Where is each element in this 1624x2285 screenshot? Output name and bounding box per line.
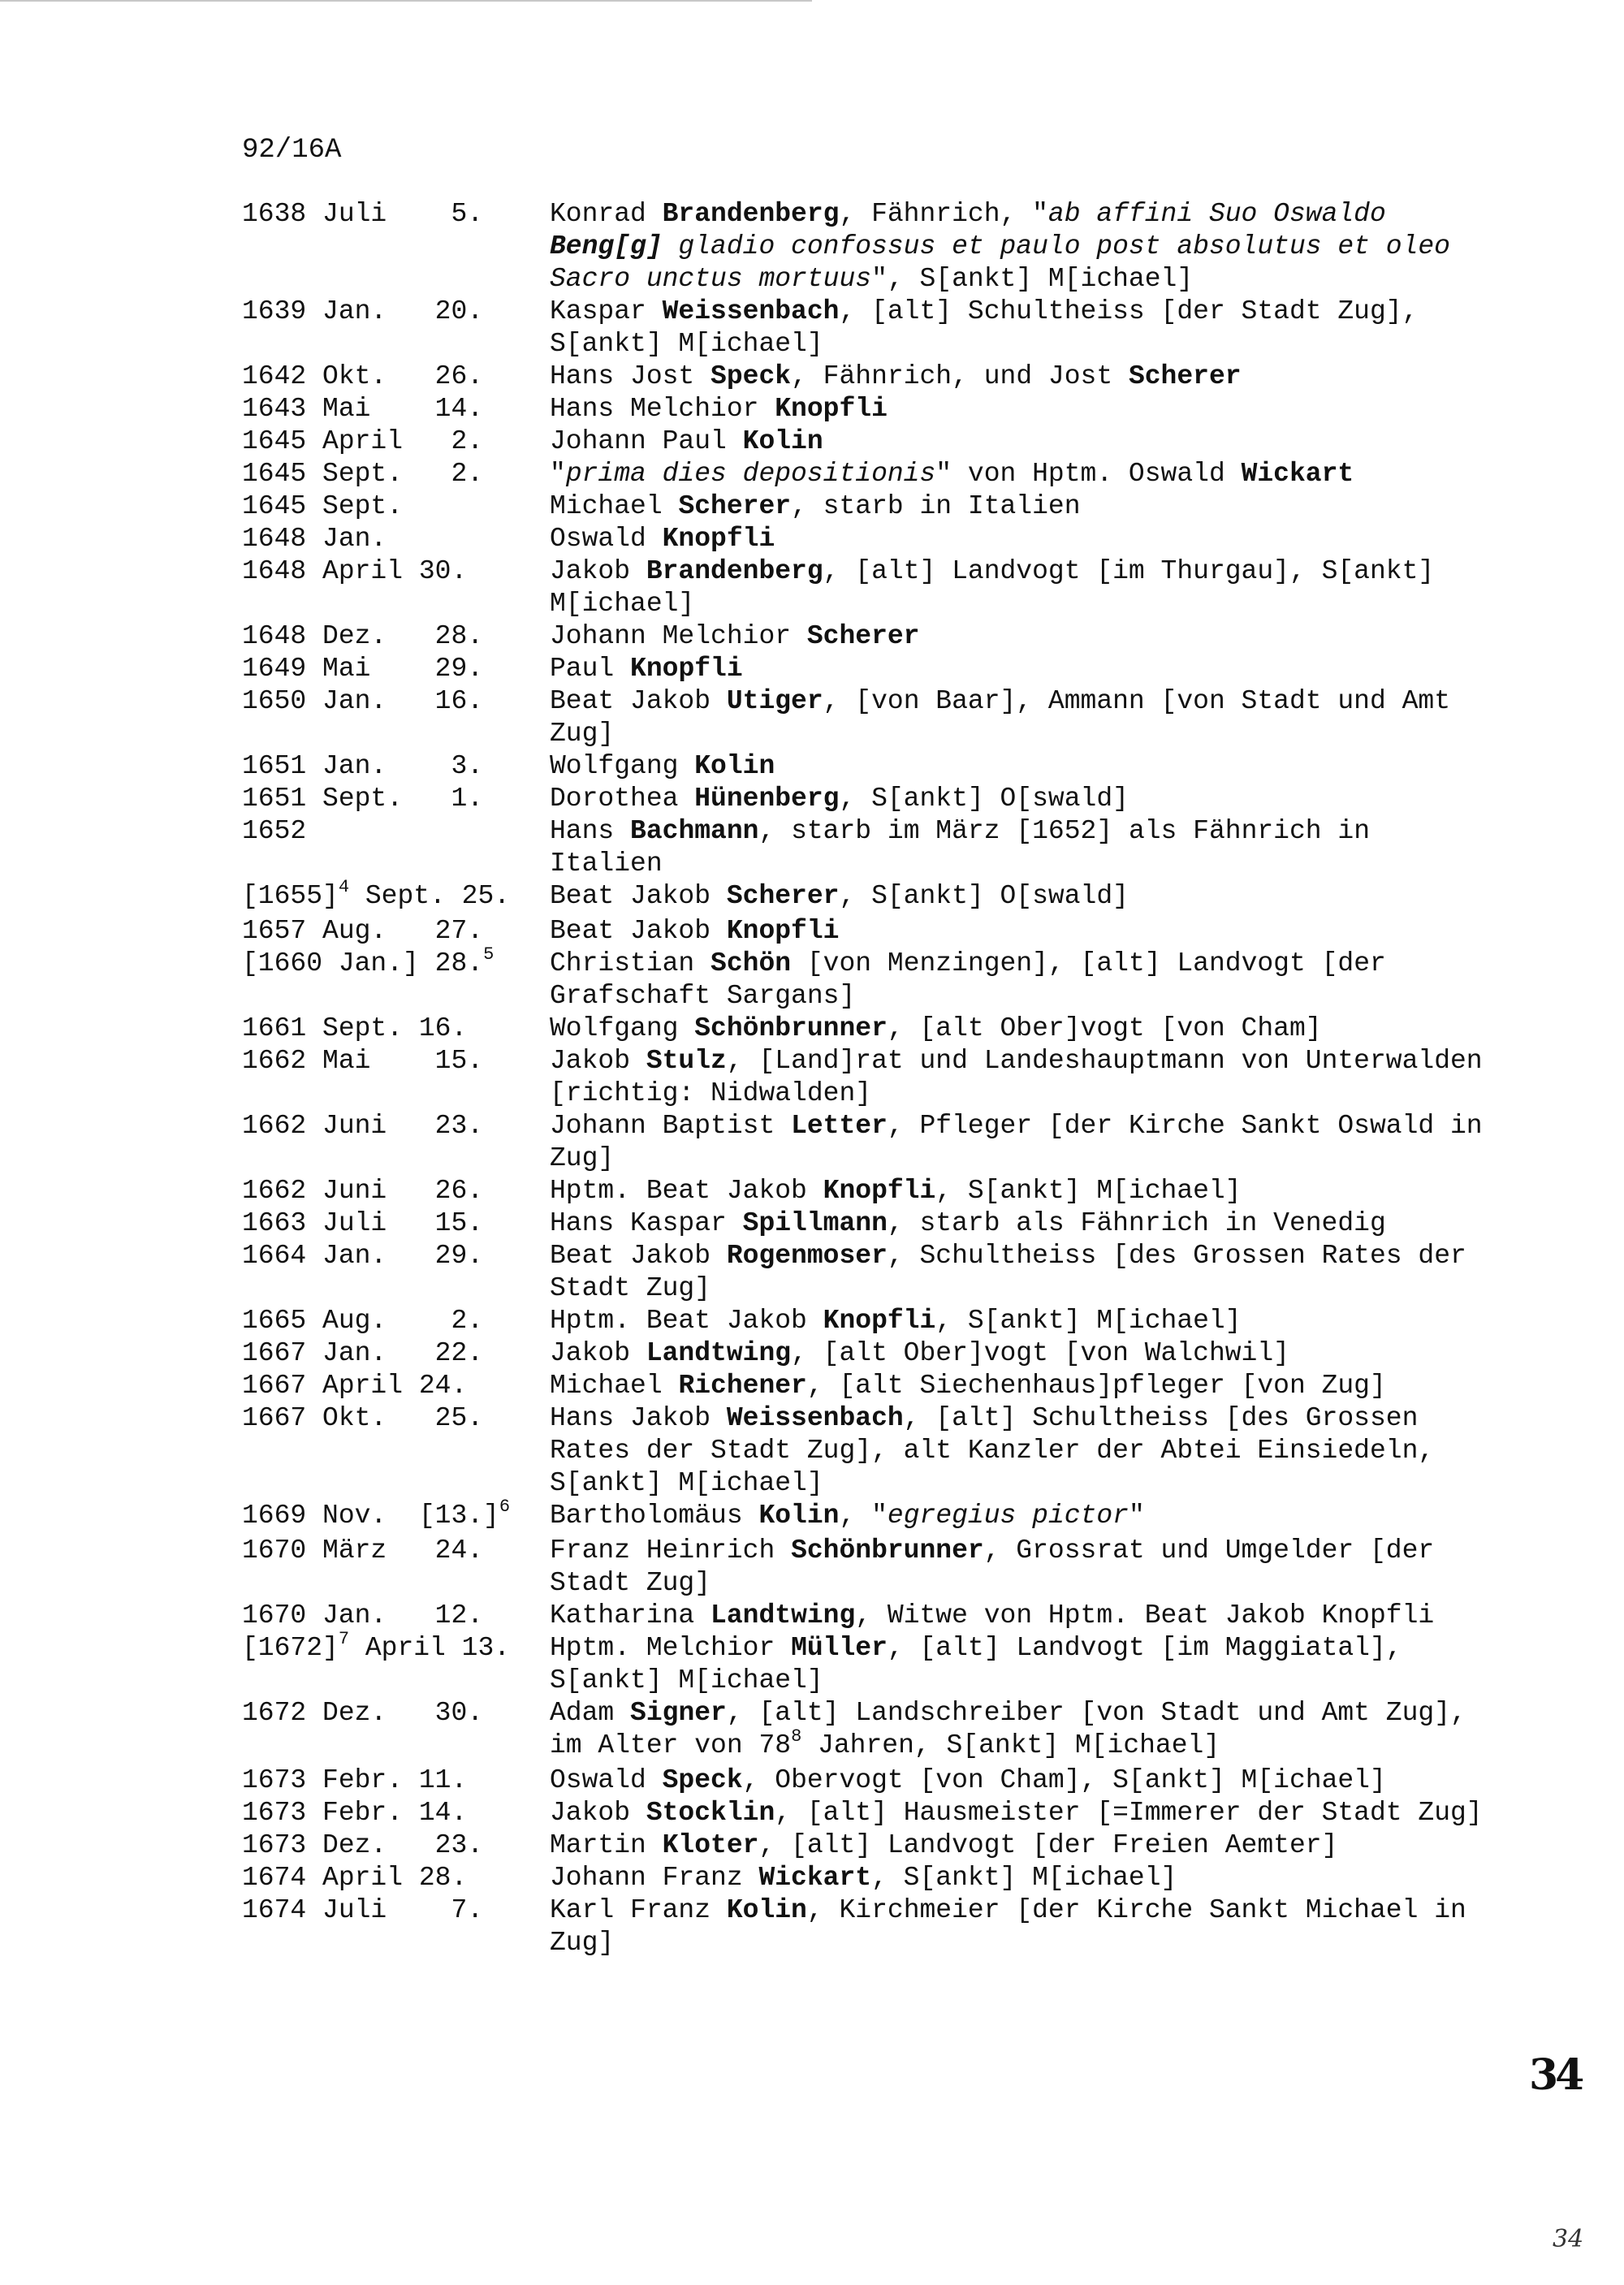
entry-text-part: Hans Jakob bbox=[550, 1403, 727, 1433]
entry-date-text: [1660 Jan.] 28. bbox=[242, 948, 484, 978]
entry-text bbox=[550, 1500, 1484, 1535]
person-surname: Kolin bbox=[726, 1895, 807, 1925]
entry-text-part: Wolfgang bbox=[550, 1013, 695, 1043]
footnote-marker: 6 bbox=[499, 1497, 511, 1517]
person-surname: Bachmann bbox=[630, 816, 759, 846]
entry-date bbox=[242, 1629, 550, 1697]
entry-text-part: Michael bbox=[550, 1371, 679, 1401]
entry-row bbox=[242, 915, 1484, 948]
entry-text-part: , [alt] Schultheiss [des Grossen Rates der Stadt Zug], alt Kanzler der Abtei Einsiedeln, S[ankt] M[ichael] bbox=[550, 1403, 1435, 1498]
entry-row bbox=[242, 555, 1484, 620]
entry-text-part: Beat Jakob bbox=[550, 916, 727, 946]
entry-date-text: 1650 Jan. 16. bbox=[242, 686, 484, 716]
entry-text-part: Hans Jost bbox=[550, 361, 711, 391]
entry-date bbox=[242, 458, 550, 490]
entry-text-part: , S[ankt] M[ichael] bbox=[935, 1176, 1242, 1206]
entry-row bbox=[242, 198, 1484, 296]
entry-date-text: 1673 Dez. 23. bbox=[242, 1830, 484, 1860]
entry-text bbox=[550, 1305, 1484, 1337]
entry-date-text: 1669 Nov. [13.] bbox=[242, 1501, 499, 1531]
entry-text-part: , Schultheiss [des Grossen Rates der Stadt Zug] bbox=[550, 1241, 1466, 1303]
entry-text bbox=[550, 393, 1484, 425]
entry-text bbox=[550, 1862, 1484, 1894]
entry-date bbox=[242, 750, 550, 783]
entry-text-part: , S[ankt] M[ichael] bbox=[935, 1306, 1242, 1336]
entry-date-text: 1638 Juli 5. bbox=[242, 199, 484, 229]
person-surname: Scherer bbox=[726, 881, 840, 911]
entry-text-part: , Witwe von Hptm. Beat Jakob Knopfli bbox=[855, 1600, 1435, 1631]
entry-row bbox=[242, 1829, 1484, 1862]
entry-row bbox=[242, 1797, 1484, 1829]
entry-date-text: 1648 Jan. bbox=[242, 524, 387, 554]
person-surname: Landtwing bbox=[646, 1338, 792, 1368]
entry-text bbox=[550, 523, 1484, 555]
entry-text bbox=[550, 1600, 1484, 1632]
entry-row bbox=[242, 877, 1484, 915]
entry-row bbox=[242, 296, 1484, 361]
person-surname: Scherer bbox=[678, 491, 792, 521]
entry-date-text: 1657 Aug. 27. bbox=[242, 916, 484, 946]
entry-text-part: Bartholomäus bbox=[550, 1501, 759, 1531]
entry-row bbox=[242, 1894, 1484, 1959]
person-surname: Landtwing bbox=[710, 1600, 856, 1631]
entry-date-text: 1664 Jan. 29. bbox=[242, 1241, 484, 1271]
entry-date-text: 1645 Sept. bbox=[242, 491, 404, 521]
person-surname: Speck bbox=[662, 1765, 743, 1795]
entry-text bbox=[550, 815, 1484, 880]
entry-date bbox=[242, 1175, 550, 1207]
top-edge-line bbox=[0, 0, 812, 2]
entry-text bbox=[550, 1045, 1484, 1110]
entry-text-part: , Fähnrich, und Jost bbox=[791, 361, 1129, 391]
person-surname: Kolin bbox=[742, 426, 823, 456]
person-surname: Knopfli bbox=[726, 916, 840, 946]
person-surname: Utiger bbox=[726, 686, 823, 716]
entry-text bbox=[550, 490, 1484, 523]
entry-text-part: Oswald bbox=[550, 524, 663, 554]
entry-text-part: ab affini Suo Oswaldo bbox=[1047, 199, 1386, 229]
entry-text-part: Beat Jakob bbox=[550, 1241, 727, 1271]
entry-text-part: Kaspar bbox=[550, 296, 663, 326]
person-surname: Müller bbox=[791, 1633, 888, 1663]
entry-date-text: 1663 Juli 15. bbox=[242, 1208, 484, 1238]
entry-text bbox=[550, 555, 1484, 620]
entry-text bbox=[550, 685, 1484, 750]
person-surname: Knopfli bbox=[823, 1306, 936, 1336]
entry-text bbox=[550, 425, 1484, 458]
entry-date bbox=[242, 877, 550, 915]
entry-text-part: Hptm. Melchior bbox=[550, 1633, 792, 1663]
entry-date-text: 1648 Dez. 28. bbox=[242, 621, 484, 651]
entry-row bbox=[242, 685, 1484, 750]
entry-row bbox=[242, 523, 1484, 555]
entry-date bbox=[242, 1600, 550, 1632]
entry-text bbox=[550, 1110, 1484, 1175]
entry-text-part: , " bbox=[839, 1501, 888, 1531]
entry-text-part: Martin bbox=[550, 1830, 663, 1860]
entry-text bbox=[550, 198, 1484, 296]
entry-row bbox=[242, 1697, 1484, 1765]
entry-text-part: Paul bbox=[550, 654, 631, 684]
entry-text-part: Beat Jakob bbox=[550, 686, 727, 716]
entry-date bbox=[242, 1765, 550, 1797]
entry-text bbox=[550, 1240, 1484, 1305]
entry-date bbox=[242, 1894, 550, 1959]
folio-handwritten: 34 bbox=[1553, 2225, 1584, 2253]
person-surname: Spillmann bbox=[742, 1208, 888, 1238]
entry-date-rest: April 13. bbox=[349, 1633, 511, 1663]
entry-date-text: 1667 Jan. 22. bbox=[242, 1338, 484, 1368]
person-surname: Richener bbox=[678, 1371, 807, 1401]
person-surname: Letter bbox=[791, 1111, 888, 1141]
entry-date bbox=[242, 1337, 550, 1370]
entry-text-part: Hptm. Beat Jakob bbox=[550, 1176, 823, 1206]
entry-row bbox=[242, 1370, 1484, 1402]
entry-date-text: 1665 Aug. 2. bbox=[242, 1306, 484, 1336]
entry-row bbox=[242, 815, 1484, 880]
entry-row bbox=[242, 425, 1484, 458]
entry-text-part: Karl Franz bbox=[550, 1895, 727, 1925]
entry-text-part: Jakob bbox=[550, 1798, 646, 1828]
entry-date bbox=[242, 1697, 550, 1765]
person-surname: Beng[g] bbox=[550, 231, 663, 261]
entry-text-part: , [Land]rat und Landeshauptmann von Unterwalden [richtig: Nidwalden] bbox=[550, 1046, 1483, 1108]
entry-text-part: Johann Franz bbox=[550, 1863, 759, 1893]
entry-date bbox=[242, 1862, 550, 1894]
entry-row bbox=[242, 490, 1484, 523]
document-reference: 92/16A bbox=[242, 135, 342, 166]
entry-text bbox=[550, 1175, 1484, 1207]
entry-text-part: , [alt Siechenhaus]pfleger [von Zug] bbox=[806, 1371, 1386, 1401]
entry-text-part: prima dies depositionis bbox=[565, 459, 936, 489]
entry-text bbox=[550, 458, 1484, 490]
entry-date bbox=[242, 653, 550, 685]
entry-text-part: , [alt Ober]vogt [von Cham] bbox=[887, 1013, 1322, 1043]
entry-text-part: Michael bbox=[550, 491, 679, 521]
entry-text-part: Johann Paul bbox=[550, 426, 743, 456]
person-surname: Wickart bbox=[758, 1863, 872, 1893]
entry-text-part: Konrad bbox=[550, 199, 663, 229]
person-surname: Signer bbox=[630, 1698, 727, 1728]
entry-row bbox=[242, 1402, 1484, 1500]
entry-text-part: Hans bbox=[550, 816, 631, 846]
entry-text-part: Katharina bbox=[550, 1600, 711, 1631]
entry-date bbox=[242, 1110, 550, 1175]
entry-date bbox=[242, 1797, 550, 1829]
entry-date-rest: Sept. 25. bbox=[349, 881, 511, 911]
entry-text bbox=[550, 1535, 1484, 1600]
entry-row bbox=[242, 944, 1484, 1013]
entry-text-part: gladio confossus et paulo post absolutus et oleo Sacro unctus mortuus bbox=[550, 231, 1450, 294]
entry-date-text: 1673 Febr. 11. bbox=[242, 1765, 468, 1795]
person-surname: Scherer bbox=[806, 621, 920, 651]
entry-text bbox=[550, 361, 1484, 393]
entry-text-part: Adam bbox=[550, 1698, 631, 1728]
entry-row bbox=[242, 1207, 1484, 1240]
entry-date-text: 1662 Juni 23. bbox=[242, 1111, 484, 1141]
entry-text bbox=[550, 1013, 1484, 1045]
person-surname: Schön bbox=[710, 948, 792, 978]
entry-text-part: Hans Kaspar bbox=[550, 1208, 743, 1238]
footnote-marker: 5 bbox=[483, 944, 495, 965]
entry-text-part: " von Hptm. Oswald bbox=[935, 459, 1242, 489]
entry-date bbox=[242, 523, 550, 555]
entry-text-part: " bbox=[550, 459, 566, 489]
entry-text bbox=[550, 948, 1484, 1013]
footnote-marker: 7 bbox=[338, 1629, 350, 1649]
entry-date-text: [1655] bbox=[242, 881, 339, 911]
entry-date bbox=[242, 198, 550, 296]
entry-text-part: Dorothea bbox=[550, 784, 695, 814]
entry-date bbox=[242, 1497, 550, 1535]
entry-row bbox=[242, 750, 1484, 783]
entry-text-part: Beat Jakob bbox=[550, 881, 727, 911]
entry-text-part: , [von Baar], Ammann [von Stadt und Amt Zug] bbox=[550, 686, 1450, 749]
entry-text-part: , starb als Fähnrich in Venedig bbox=[887, 1208, 1386, 1238]
entry-date bbox=[242, 490, 550, 523]
person-surname: Kolin bbox=[758, 1501, 840, 1531]
entry-date-text: 1670 März 24. bbox=[242, 1536, 484, 1566]
entry-date bbox=[242, 296, 550, 361]
entry-date-text: 1643 Mai 14. bbox=[242, 394, 484, 424]
entry-date-text: 1670 Jan. 12. bbox=[242, 1600, 484, 1631]
entry-row bbox=[242, 1045, 1484, 1110]
entry-text-part: , starb im März [1652] als Fähnrich in Italien bbox=[550, 816, 1370, 879]
entry-row bbox=[242, 1600, 1484, 1632]
entry-text-part: Jakob bbox=[550, 1338, 646, 1368]
entry-date bbox=[242, 944, 550, 1013]
entry-date-text: 1645 Sept. 2. bbox=[242, 459, 484, 489]
entry-text-part: , [alt] Schultheiss [der Stadt Zug], S[ankt] M[ichael] bbox=[550, 296, 1419, 359]
person-surname: Schönbrunner bbox=[791, 1536, 984, 1566]
entry-date bbox=[242, 620, 550, 653]
entry-row bbox=[242, 1013, 1484, 1045]
entry-text-part: , starb in Italien bbox=[791, 491, 1081, 521]
entry-date-text: 1667 Okt. 25. bbox=[242, 1403, 484, 1433]
entry-text bbox=[550, 1697, 1484, 1765]
entry-text-part: , Fähnrich, " bbox=[839, 199, 1048, 229]
entry-date bbox=[242, 1240, 550, 1305]
entry-text-part: , [alt] Landvogt [der Freien Aemter] bbox=[758, 1830, 1338, 1860]
entry-text bbox=[550, 1765, 1484, 1797]
entry-date-text: 1651 Sept. 1. bbox=[242, 784, 484, 814]
entry-text-part: Jahren, S[ankt] M[ichael] bbox=[801, 1730, 1220, 1760]
person-surname: Weissenbach bbox=[726, 1403, 904, 1433]
entry-row bbox=[242, 1765, 1484, 1797]
footnote-marker: 4 bbox=[338, 877, 350, 897]
entry-row bbox=[242, 1535, 1484, 1600]
entry-date-text: 1662 Juni 26. bbox=[242, 1176, 484, 1206]
person-surname: Schönbrunner bbox=[694, 1013, 888, 1043]
person-surname: Stocklin bbox=[646, 1798, 775, 1828]
person-surname: Stulz bbox=[646, 1046, 727, 1076]
entry-row bbox=[242, 1862, 1484, 1894]
entry-date bbox=[242, 1013, 550, 1045]
entry-date bbox=[242, 1305, 550, 1337]
entry-text-part: Christian bbox=[550, 948, 711, 978]
entry-date-text: 1673 Febr. 14. bbox=[242, 1798, 468, 1828]
person-surname: Scherer bbox=[1128, 361, 1242, 391]
entry-date-text: 1642 Okt. 26. bbox=[242, 361, 484, 391]
entry-text-part: , S[ankt] M[ichael] bbox=[871, 1863, 1177, 1893]
person-surname: Knopfli bbox=[662, 524, 775, 554]
entry-date-text: 1672 Dez. 30. bbox=[242, 1698, 484, 1728]
entry-text-part: " bbox=[1128, 1501, 1145, 1531]
entry-row bbox=[242, 1497, 1484, 1535]
entry-text-part: , S[ankt] O[swald] bbox=[839, 784, 1129, 814]
entry-date-text: 1674 April 28. bbox=[242, 1863, 468, 1893]
entry-row bbox=[242, 1110, 1484, 1175]
entry-text-part: , S[ankt] O[swald] bbox=[839, 881, 1129, 911]
folio-stamp: 34 bbox=[1529, 2050, 1582, 2100]
person-surname: Knopfli bbox=[630, 654, 743, 684]
entry-text-part: , Obervogt [von Cham], S[ankt] M[ichael] bbox=[742, 1765, 1386, 1795]
entry-date bbox=[242, 1829, 550, 1862]
entry-text bbox=[550, 1402, 1484, 1500]
entry-date bbox=[242, 1045, 550, 1110]
entry-date-text: 1661 Sept. 16. bbox=[242, 1013, 468, 1043]
entry-date-text: 1662 Mai 15. bbox=[242, 1046, 484, 1076]
entry-row bbox=[242, 393, 1484, 425]
entry-text bbox=[550, 880, 1484, 915]
person-surname: Brandenberg bbox=[646, 556, 823, 586]
person-surname: Kolin bbox=[694, 751, 775, 781]
entry-date bbox=[242, 393, 550, 425]
entry-row bbox=[242, 361, 1484, 393]
entry-text bbox=[550, 1797, 1484, 1829]
entry-text bbox=[550, 1370, 1484, 1402]
entry-text-part: Jakob bbox=[550, 1046, 646, 1076]
footnote-marker: 8 bbox=[791, 1726, 802, 1747]
entry-date-text: 1639 Jan. 20. bbox=[242, 296, 484, 326]
entry-text bbox=[550, 296, 1484, 361]
entry-row bbox=[242, 1305, 1484, 1337]
entry-date bbox=[242, 685, 550, 750]
entry-date-text: 1651 Jan. 3. bbox=[242, 751, 484, 781]
entry-date bbox=[242, 783, 550, 815]
entry-text bbox=[550, 1829, 1484, 1862]
person-surname: Knopfli bbox=[775, 394, 888, 424]
entry-text-part: Hans Melchior bbox=[550, 394, 775, 424]
entry-text-part: Jakob bbox=[550, 556, 646, 586]
person-surname: Weissenbach bbox=[662, 296, 840, 326]
entry-date-text: 1667 April 24. bbox=[242, 1371, 468, 1401]
entry-date bbox=[242, 815, 550, 880]
entry-row bbox=[242, 783, 1484, 815]
entry-text-part: [von Menzingen], [alt] Landvogt [der Grafschaft Sargans] bbox=[550, 948, 1386, 1011]
entry-date-text: 1674 Juli 7. bbox=[242, 1895, 484, 1925]
entry-date-text: 1652 bbox=[242, 816, 307, 846]
entry-date-text: 1648 April 30. bbox=[242, 556, 468, 586]
entry-row bbox=[242, 1337, 1484, 1370]
entry-text bbox=[550, 620, 1484, 653]
entry-row bbox=[242, 653, 1484, 685]
entry-row bbox=[242, 458, 1484, 490]
entry-text bbox=[550, 1337, 1484, 1370]
entry-row bbox=[242, 1240, 1484, 1305]
entry-text-part: ", S[ankt] M[ichael] bbox=[871, 264, 1194, 294]
entry-date bbox=[242, 361, 550, 393]
person-surname: Rogenmoser bbox=[726, 1241, 888, 1271]
entry-date bbox=[242, 425, 550, 458]
entry-date-text: 1649 Mai 29. bbox=[242, 654, 484, 684]
entry-text-part: , [alt] Hausmeister [=Immerer der Stadt Zug] bbox=[775, 1798, 1483, 1828]
entry-row bbox=[242, 1175, 1484, 1207]
person-surname: Wickart bbox=[1241, 459, 1354, 489]
entry-date bbox=[242, 555, 550, 620]
entry-text-part: Johann Melchior bbox=[550, 621, 807, 651]
person-surname: Knopfli bbox=[823, 1176, 936, 1206]
entry-text-part: , Pfleger [der Kirche Sankt Oswald in Zug] bbox=[550, 1111, 1483, 1173]
entry-text-part: , [alt] Landschreiber [von Stadt und Amt Zug], im Alter von 78 bbox=[550, 1698, 1466, 1760]
entry-text-part: Oswald bbox=[550, 1765, 663, 1795]
person-surname: Brandenberg bbox=[662, 199, 840, 229]
person-surname: Hünenberg bbox=[694, 784, 840, 814]
entry-date-text: [1672] bbox=[242, 1633, 339, 1663]
entry-text bbox=[550, 1207, 1484, 1240]
entry-text bbox=[550, 915, 1484, 948]
person-surname: Kloter bbox=[662, 1830, 759, 1860]
entry-text-part: , Grossrat und Umgelder [der Stadt Zug] bbox=[550, 1536, 1435, 1598]
entry-row bbox=[242, 1629, 1484, 1697]
entry-date-text: 1645 April 2. bbox=[242, 426, 484, 456]
entry-date bbox=[242, 1535, 550, 1600]
entry-text-part: Hptm. Beat Jakob bbox=[550, 1306, 823, 1336]
entry-text-part: egregius pictor bbox=[887, 1501, 1129, 1531]
entry-date bbox=[242, 1207, 550, 1240]
entry-text bbox=[550, 783, 1484, 815]
entry-text bbox=[550, 750, 1484, 783]
entry-text-part: , [alt] Landvogt [im Maggiatal], S[ankt] M[ichael] bbox=[550, 1633, 1402, 1695]
entry-row bbox=[242, 620, 1484, 653]
entry-text-part: , Kirchmeier [der Kirche Sankt Michael in Zug] bbox=[550, 1895, 1466, 1958]
entry-text bbox=[550, 1894, 1484, 1959]
entry-text-part: , [alt Ober]vogt [von Walchwil] bbox=[791, 1338, 1289, 1368]
entry-text-part: , [alt] Landvogt [im Thurgau], S[ankt] M[ichael] bbox=[550, 556, 1435, 619]
entry-date bbox=[242, 1370, 550, 1402]
obituary-list bbox=[242, 198, 1484, 1959]
entry-date bbox=[242, 915, 550, 948]
person-surname: Speck bbox=[710, 361, 792, 391]
entry-text bbox=[550, 1632, 1484, 1697]
entry-text-part: Wolfgang bbox=[550, 751, 695, 781]
entry-text-part: Johann Baptist bbox=[550, 1111, 792, 1141]
entry-date bbox=[242, 1402, 550, 1500]
entry-text-part: Franz Heinrich bbox=[550, 1536, 792, 1566]
entry-text bbox=[550, 653, 1484, 685]
